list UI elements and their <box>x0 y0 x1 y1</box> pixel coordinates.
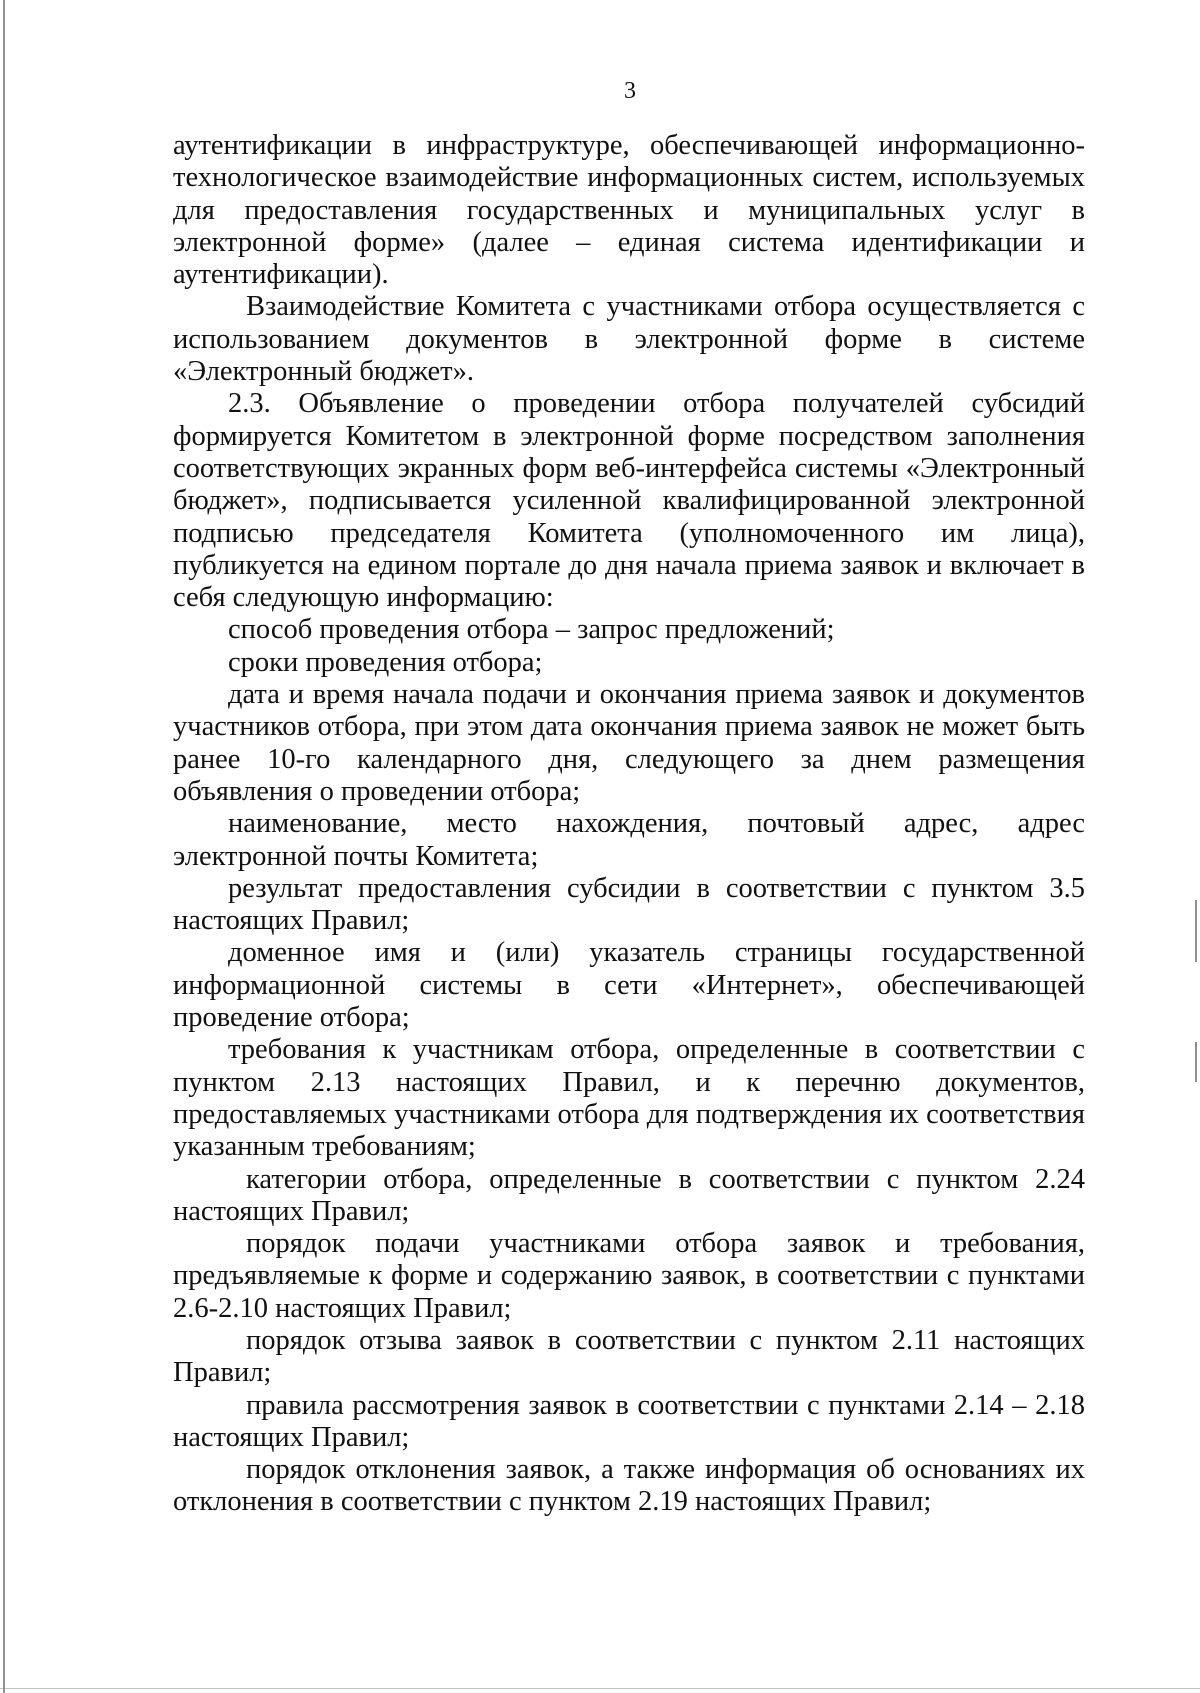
paragraph: 2.3. Объявление о проведении отбора получателей субсидий формируется Комитетом в электронной форме посредством заполнения соответствующих экранных форм веб-интерфейса системы «Электронный бюджет», подписывается усиленной квалифицированной электронной подписью председателя Комитета (уполномоченного им лица), публикуется на едином портале до дня начала приема заявок и включает в себя следующую информацию: <box>173 388 1085 614</box>
paragraph: аутентификации в инфраструктуре, обеспечивающей информационно-технологическое взаимодействие информационных систем, используемых для предоставления государственных и муниципальных услуг в электронной форме» (далее – единая система идентификации и аутентификации). <box>173 130 1085 291</box>
list-item: сроки проведения отбора; <box>228 646 543 678</box>
list-item: наименование, место нахождения, почтовый адрес, адрес электронной почты Комитета; <box>173 808 1085 872</box>
document-body <box>173 130 1085 1519</box>
list-item: требования к участникам отбора, определенные в соответствии с пунктом 2.13 настоящих Правил, и к перечню документов, предоставляемых участниками отбора для подтверждения их соответствия указанным требованиям; <box>173 1034 1085 1163</box>
list-item: порядок отзыва заявок в соответствии с пунктом 2.11 настоящих Правил; <box>173 1324 1085 1389</box>
list-item: правила рассмотрения заявок в соответствии с пунктами 2.14 – 2.18 настоящих Правил; <box>173 1389 1085 1453</box>
scan-edge-mark <box>1195 900 1197 962</box>
list-item: порядок отклонения заявок, а также информация об основаниях их отклонения в соответствии с пунктом 2.19 настоящих Правил; <box>173 1454 1085 1518</box>
scan-edge-mark <box>1195 1042 1197 1082</box>
page-number: 3 <box>624 78 636 104</box>
list-item: дата и время начала подачи и окончания приема заявок и документов участников отбора, при этом дата окончания приема заявок не может быть ранее 10-го календарного дня, следующего за днем размещения объявления о проведении отбора; <box>173 679 1085 807</box>
list-item: порядок подачи участниками отбора заявок и требования, предъявляемые к форме и содержанию заявок, в соответствии с пунктами 2.6-2.10 настоящих Правил; <box>173 1228 1085 1324</box>
list-item: результат предоставления субсидии в соответствии с пунктом 3.5 настоящих Правил; <box>173 872 1085 937</box>
list-item: категории отбора, определенные в соответствии с пунктом 2.24 настоящих Правил; <box>173 1163 1085 1227</box>
scan-edge-left <box>3 0 5 1693</box>
list-item: доменное имя и (или) указатель страницы государственной информационной системы в сети «Интернет», обеспечивающей проведение отбора; <box>173 937 1085 1034</box>
scan-edge-bottom <box>0 1688 1200 1689</box>
paragraph: Взаимодействие Комитета с участниками отбора осуществляется с использованием документов в электронной форме в системе «Электронный бюджет». <box>173 291 1085 388</box>
list-item: способ проведения отбора – запрос предложений; <box>228 614 835 646</box>
